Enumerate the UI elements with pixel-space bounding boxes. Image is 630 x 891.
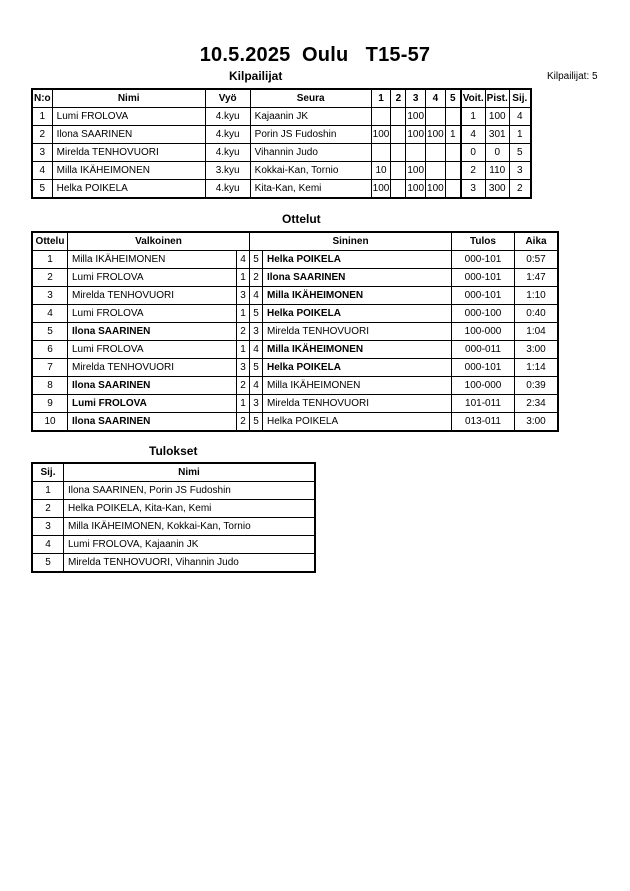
result-row xyxy=(32,518,315,536)
competitor-belt: 4.kyu xyxy=(205,144,250,162)
competitor-r1 xyxy=(371,144,391,162)
competitor-no: 4 xyxy=(32,162,52,180)
match-number: 1 xyxy=(32,251,68,269)
match-time: 0:39 xyxy=(515,377,559,395)
matches-table xyxy=(31,231,559,432)
competitor-club: Kokkai-Kan, Tornio xyxy=(250,162,371,180)
competitor-r3 xyxy=(406,144,426,162)
competitor-name: Lumi FROLOVA xyxy=(52,108,205,126)
match-time: 2:34 xyxy=(515,395,559,413)
match-blue-name: Helka POIKELA xyxy=(263,251,452,269)
match-blue-number: 4 xyxy=(250,341,263,359)
competitor-place: 4 xyxy=(509,108,531,126)
match-blue-name: Mirelda TENHOVUORI xyxy=(263,395,452,413)
match-result: 000-101 xyxy=(452,251,515,269)
competitor-place: 5 xyxy=(509,144,531,162)
match-blue-name: Helka POIKELA xyxy=(263,359,452,377)
match-white-name: Lumi FROLOVA xyxy=(68,305,237,323)
match-blue-number: 4 xyxy=(250,287,263,305)
match-white-number: 1 xyxy=(237,341,250,359)
match-blue-name: Milla IKÄHEIMONEN xyxy=(263,341,452,359)
match-result: 000-101 xyxy=(452,359,515,377)
competitors-col-header: Vyö xyxy=(205,89,250,108)
competitor-r4 xyxy=(426,144,446,162)
match-row xyxy=(32,323,558,341)
matches-col-header: Ottelu xyxy=(32,232,68,251)
competitor-row xyxy=(32,126,531,144)
competitor-r2 xyxy=(391,108,406,126)
event-city: Oulu xyxy=(302,44,349,66)
page-title xyxy=(0,44,630,67)
match-row xyxy=(32,395,558,413)
result-name: Milla IKÄHEIMONEN, Kokkai-Kan, Tornio xyxy=(64,518,316,536)
match-white-number: 1 xyxy=(237,305,250,323)
match-white-name: Mirelda TENHOVUORI xyxy=(68,359,237,377)
match-white-name: Lumi FROLOVA xyxy=(68,341,237,359)
competitors-col-header: 1 xyxy=(371,89,391,108)
match-time: 1:04 xyxy=(515,323,559,341)
competitor-r3: 100 xyxy=(406,162,426,180)
competitor-club: Kajaanin JK xyxy=(250,108,371,126)
competitor-no: 5 xyxy=(32,180,52,199)
competitor-wins: 2 xyxy=(461,162,485,180)
result-place: 2 xyxy=(32,500,64,518)
match-blue-name: Milla IKÄHEIMONEN xyxy=(263,377,452,395)
competitor-name: Mirelda TENHOVUORI xyxy=(52,144,205,162)
competitors-col-header: Sij. xyxy=(509,89,531,108)
match-white-number: 2 xyxy=(237,413,250,432)
matches-col-header: Valkoinen xyxy=(68,232,250,251)
match-time: 0:57 xyxy=(515,251,559,269)
competitor-name: Ilona SAARINEN xyxy=(52,126,205,144)
result-name: Ilona SAARINEN, Porin JS Fudoshin xyxy=(64,482,316,500)
match-result: 000-101 xyxy=(452,287,515,305)
match-blue-name: Milla IKÄHEIMONEN xyxy=(263,287,452,305)
match-blue-name: Mirelda TENHOVUORI xyxy=(263,323,452,341)
competitor-club: Porin JS Fudoshin xyxy=(250,126,371,144)
match-number: 9 xyxy=(32,395,68,413)
competitor-r4: 100 xyxy=(426,126,446,144)
competitor-r4 xyxy=(426,108,446,126)
match-time: 1:47 xyxy=(515,269,559,287)
competitor-points: 110 xyxy=(485,162,509,180)
match-white-number: 2 xyxy=(237,323,250,341)
competitor-wins: 1 xyxy=(461,108,485,126)
result-place: 5 xyxy=(32,554,64,573)
competitor-name: Milla IKÄHEIMONEN xyxy=(52,162,205,180)
match-row xyxy=(32,413,558,432)
match-blue-name: Helka POIKELA xyxy=(263,413,452,432)
competitors-col-header: Voit. xyxy=(461,89,485,108)
competitors-col-header: 4 xyxy=(426,89,446,108)
competitors-header-row xyxy=(32,89,531,108)
competitor-r5 xyxy=(445,108,461,126)
competitor-place: 3 xyxy=(509,162,531,180)
matches-header-row xyxy=(32,232,558,251)
match-blue-number: 5 xyxy=(250,305,263,323)
competitor-belt: 4.kyu xyxy=(205,180,250,199)
match-white-name: Ilona SAARINEN xyxy=(68,413,237,432)
competitor-r1: 10 xyxy=(371,162,391,180)
competitor-r4 xyxy=(426,162,446,180)
result-row xyxy=(32,554,315,573)
match-blue-number: 3 xyxy=(250,323,263,341)
competitor-r4: 100 xyxy=(426,180,446,199)
match-time: 3:00 xyxy=(515,341,559,359)
competitor-r3: 100 xyxy=(406,108,426,126)
competitors-col-header: 5 xyxy=(445,89,461,108)
result-row xyxy=(32,536,315,554)
match-row xyxy=(32,377,558,395)
match-blue-number: 5 xyxy=(250,413,263,432)
match-blue-name: Helka POIKELA xyxy=(263,305,452,323)
competitor-r3: 100 xyxy=(406,126,426,144)
result-row xyxy=(32,482,315,500)
competitor-row xyxy=(32,162,531,180)
match-result: 100-000 xyxy=(452,323,515,341)
results-table xyxy=(31,462,316,573)
match-number: 10 xyxy=(32,413,68,432)
competitor-r5 xyxy=(445,162,461,180)
event-category: T15-57 xyxy=(365,44,431,66)
competitor-r2 xyxy=(391,162,406,180)
match-white-number: 4 xyxy=(237,251,250,269)
match-time: 1:14 xyxy=(515,359,559,377)
competitor-no: 2 xyxy=(32,126,52,144)
results-col-header: Sij. xyxy=(32,463,64,482)
competitor-belt: 4.kyu xyxy=(205,126,250,144)
match-row xyxy=(32,269,558,287)
competitor-belt: 4.kyu xyxy=(205,108,250,126)
match-white-name: Lumi FROLOVA xyxy=(68,269,237,287)
result-row xyxy=(32,500,315,518)
competitors-table xyxy=(31,88,532,199)
matches-col-header: Sininen xyxy=(250,232,452,251)
competitor-no: 3 xyxy=(32,144,52,162)
match-blue-number: 3 xyxy=(250,395,263,413)
match-result: 000-101 xyxy=(452,269,515,287)
competitor-place: 2 xyxy=(509,180,531,199)
match-number: 6 xyxy=(32,341,68,359)
match-number: 5 xyxy=(32,323,68,341)
competitors-col-header: 2 xyxy=(391,89,406,108)
competitor-row xyxy=(32,180,531,199)
match-row xyxy=(32,305,558,323)
result-name: Helka POIKELA, Kita-Kan, Kemi xyxy=(64,500,316,518)
competitor-row xyxy=(32,108,531,126)
match-result: 000-100 xyxy=(452,305,515,323)
match-time: 1:10 xyxy=(515,287,559,305)
result-place: 4 xyxy=(32,536,64,554)
result-place: 3 xyxy=(32,518,64,536)
match-row xyxy=(32,287,558,305)
competitor-no: 1 xyxy=(32,108,52,126)
match-white-number: 2 xyxy=(237,377,250,395)
match-white-number: 3 xyxy=(237,287,250,305)
match-blue-number: 5 xyxy=(250,251,263,269)
competitor-r5: 1 xyxy=(445,126,461,144)
match-result: 000-011 xyxy=(452,341,515,359)
competitor-wins: 3 xyxy=(461,180,485,199)
competitor-r2 xyxy=(391,144,406,162)
match-time: 3:00 xyxy=(515,413,559,432)
match-result: 013-011 xyxy=(452,413,515,432)
match-white-number: 1 xyxy=(237,269,250,287)
competitors-col-header: N:o xyxy=(32,89,52,108)
competitor-points: 301 xyxy=(485,126,509,144)
match-row xyxy=(32,251,558,269)
competitor-r1: 100 xyxy=(371,126,391,144)
match-blue-number: 4 xyxy=(250,377,263,395)
match-number: 8 xyxy=(32,377,68,395)
competitor-r5 xyxy=(445,144,461,162)
result-name: Mirelda TENHOVUORI, Vihannin Judo xyxy=(64,554,316,573)
match-number: 3 xyxy=(32,287,68,305)
competitor-r2 xyxy=(391,126,406,144)
result-name: Lumi FROLOVA, Kajaanin JK xyxy=(64,536,316,554)
competitor-points: 300 xyxy=(485,180,509,199)
result-place: 1 xyxy=(32,482,64,500)
competitor-r1: 100 xyxy=(371,180,391,199)
match-white-name: Mirelda TENHOVUORI xyxy=(68,287,237,305)
match-white-number: 3 xyxy=(237,359,250,377)
competitor-points: 100 xyxy=(485,108,509,126)
competitor-row xyxy=(32,144,531,162)
competitors-col-header: 3 xyxy=(406,89,426,108)
match-number: 2 xyxy=(32,269,68,287)
match-number: 4 xyxy=(32,305,68,323)
competitor-r5 xyxy=(445,180,461,199)
match-blue-name: Ilona SAARINEN xyxy=(263,269,452,287)
match-row xyxy=(32,359,558,377)
match-blue-number: 5 xyxy=(250,359,263,377)
competitor-r1 xyxy=(371,108,391,126)
competitor-wins: 0 xyxy=(461,144,485,162)
competitors-heading: Kilpailijat xyxy=(229,69,283,83)
competitor-r2 xyxy=(391,180,406,199)
event-date: 10.5.2025 xyxy=(199,44,291,66)
match-white-name: Ilona SAARINEN xyxy=(68,323,237,341)
competitors-col-header: Seura xyxy=(250,89,371,108)
match-blue-number: 2 xyxy=(250,269,263,287)
match-white-name: Ilona SAARINEN xyxy=(68,377,237,395)
competitor-wins: 4 xyxy=(461,126,485,144)
results-col-header: Nimi xyxy=(64,463,316,482)
competitors-col-header: Pist. xyxy=(485,89,509,108)
competitor-name: Helka POIKELA xyxy=(52,180,205,199)
matches-col-header: Tulos xyxy=(452,232,515,251)
match-row xyxy=(32,341,558,359)
matches-heading: Ottelut xyxy=(282,212,321,226)
competitor-club: Kita-Kan, Kemi xyxy=(250,180,371,199)
competitor-r3: 100 xyxy=(406,180,426,199)
results-heading: Tulokset xyxy=(149,444,198,458)
match-number: 7 xyxy=(32,359,68,377)
match-white-name: Milla IKÄHEIMONEN xyxy=(68,251,237,269)
competitor-belt: 3.kyu xyxy=(205,162,250,180)
competitor-points: 0 xyxy=(485,144,509,162)
match-result: 101-011 xyxy=(452,395,515,413)
match-white-name: Lumi FROLOVA xyxy=(68,395,237,413)
match-white-number: 1 xyxy=(237,395,250,413)
match-result: 100-000 xyxy=(452,377,515,395)
match-time: 0:40 xyxy=(515,305,559,323)
competitors-count: Kilpailijat: 5 xyxy=(547,71,598,82)
competitor-club: Vihannin Judo xyxy=(250,144,371,162)
matches-col-header: Aika xyxy=(515,232,559,251)
competitors-col-header: Nimi xyxy=(52,89,205,108)
results-header-row xyxy=(32,463,315,482)
competitor-place: 1 xyxy=(509,126,531,144)
